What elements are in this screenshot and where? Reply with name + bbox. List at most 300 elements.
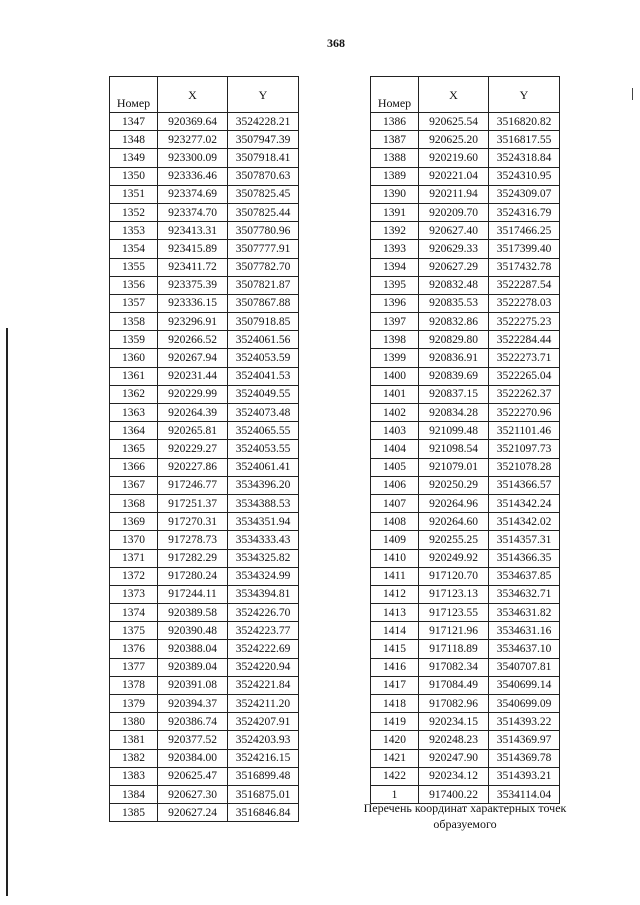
table-row — [371, 567, 560, 585]
cell-y: 3507918.41 — [228, 149, 299, 167]
cell-number: 1380 — [110, 713, 158, 731]
table-row — [371, 476, 560, 494]
cell-x: 920839.69 — [419, 367, 489, 385]
cell-y: 3516820.82 — [489, 113, 560, 131]
table-row — [371, 313, 560, 331]
cell-x: 917270.31 — [158, 513, 228, 531]
cell-number: 1351 — [110, 185, 158, 203]
cell-x: 923374.69 — [158, 185, 228, 203]
header-number: Номер — [371, 77, 419, 113]
cell-x: 920627.40 — [419, 222, 489, 240]
cell-x: 917123.13 — [419, 585, 489, 603]
cell-number: 1348 — [110, 131, 158, 149]
cell-y: 3524053.55 — [228, 440, 299, 458]
cell-x: 920229.99 — [158, 385, 228, 403]
cell-x: 920209.70 — [419, 203, 489, 221]
cell-number: 1407 — [371, 494, 419, 512]
table-row — [371, 367, 560, 385]
scan-margin-line — [6, 328, 8, 896]
cell-number: 1398 — [371, 331, 419, 349]
cell-y: 3507821.87 — [228, 276, 299, 294]
cell-y: 3516875.01 — [228, 785, 299, 803]
table-row — [371, 549, 560, 567]
cell-x: 923277.02 — [158, 131, 228, 149]
table-row — [371, 440, 560, 458]
table-row — [371, 185, 560, 203]
cell-y: 3534325.82 — [228, 549, 299, 567]
table-row — [110, 131, 299, 149]
table-row — [371, 513, 560, 531]
cell-y: 3517399.40 — [489, 240, 560, 258]
table-row — [371, 458, 560, 476]
table-row — [110, 640, 299, 658]
table-row — [110, 313, 299, 331]
cell-y: 3514342.24 — [489, 494, 560, 512]
cell-x: 920221.04 — [419, 167, 489, 185]
cell-number: 1414 — [371, 622, 419, 640]
cell-x: 920837.15 — [419, 385, 489, 403]
table-row — [110, 258, 299, 276]
table-row — [371, 658, 560, 676]
cell-number: 1354 — [110, 240, 158, 258]
cell-y: 3524216.15 — [228, 749, 299, 767]
cell-x: 920625.54 — [419, 113, 489, 131]
table-row — [110, 604, 299, 622]
header-x: X — [419, 77, 489, 113]
cell-number: 1381 — [110, 731, 158, 749]
cell-number: 1408 — [371, 513, 419, 531]
table-row — [110, 222, 299, 240]
cell-number: 1389 — [371, 167, 419, 185]
cell-y: 3524222.69 — [228, 640, 299, 658]
cell-y: 3514342.02 — [489, 513, 560, 531]
cell-y: 3507777.91 — [228, 240, 299, 258]
table-row — [110, 785, 299, 803]
table-row — [371, 222, 560, 240]
cell-x: 920832.86 — [419, 313, 489, 331]
cell-number: 1359 — [110, 331, 158, 349]
table-row — [371, 294, 560, 312]
cell-y: 3524203.93 — [228, 731, 299, 749]
cell-y: 3516817.55 — [489, 131, 560, 149]
cell-y: 3540707.81 — [489, 658, 560, 676]
cell-number: 1421 — [371, 749, 419, 767]
cell-number: 1393 — [371, 240, 419, 258]
cell-y: 3524220.94 — [228, 658, 299, 676]
table-row — [371, 494, 560, 512]
cell-number: 1384 — [110, 785, 158, 803]
table-row — [110, 476, 299, 494]
table-row — [110, 185, 299, 203]
table-row — [110, 349, 299, 367]
cell-x: 920247.90 — [419, 749, 489, 767]
cell-y: 3522275.23 — [489, 313, 560, 331]
cell-x: 920231.44 — [158, 367, 228, 385]
cell-y: 3524053.59 — [228, 349, 299, 367]
cell-y: 3522265.04 — [489, 367, 560, 385]
cell-x: 923411.72 — [158, 258, 228, 276]
table-row — [371, 422, 560, 440]
cell-y: 3507825.45 — [228, 185, 299, 203]
cell-y: 3521101.46 — [489, 422, 560, 440]
table-row — [371, 695, 560, 713]
cell-number: 1377 — [110, 658, 158, 676]
cell-number: 1394 — [371, 258, 419, 276]
cell-number: 1363 — [110, 404, 158, 422]
cell-x: 917246.77 — [158, 476, 228, 494]
table-row — [371, 749, 560, 767]
cell-number: 1349 — [110, 149, 158, 167]
caption-line-1: Перечень координат характерных точек — [363, 801, 567, 815]
table-row — [110, 422, 299, 440]
cell-number: 1418 — [371, 695, 419, 713]
cell-y: 3534632.71 — [489, 585, 560, 603]
cell-y: 3522273.71 — [489, 349, 560, 367]
coordinates-table-right — [370, 76, 560, 804]
table-row — [110, 404, 299, 422]
cell-x: 920248.23 — [419, 731, 489, 749]
table-row — [371, 167, 560, 185]
cell-y: 3514366.57 — [489, 476, 560, 494]
cell-number: 1 — [371, 785, 419, 803]
table-row — [110, 749, 299, 767]
table-row — [371, 604, 560, 622]
table-row — [371, 131, 560, 149]
cell-y: 3524211.20 — [228, 695, 299, 713]
cell-number: 1361 — [110, 367, 158, 385]
cell-x: 923375.39 — [158, 276, 228, 294]
cell-y: 3534637.85 — [489, 567, 560, 585]
cell-number: 1353 — [110, 222, 158, 240]
cell-y: 3524049.55 — [228, 385, 299, 403]
cell-number: 1385 — [110, 804, 158, 822]
cell-number: 1347 — [110, 113, 158, 131]
cell-x: 920234.12 — [419, 767, 489, 785]
cell-x: 917082.96 — [419, 695, 489, 713]
cell-y: 3514369.78 — [489, 749, 560, 767]
cell-y: 3524309.07 — [489, 185, 560, 203]
cell-y: 3522287.54 — [489, 276, 560, 294]
caption — [345, 800, 585, 832]
cell-number: 1404 — [371, 440, 419, 458]
cell-number: 1422 — [371, 767, 419, 785]
cell-y: 3534631.16 — [489, 622, 560, 640]
cell-y: 3514357.31 — [489, 531, 560, 549]
cell-number: 1355 — [110, 258, 158, 276]
cell-x: 920229.27 — [158, 440, 228, 458]
table-row — [371, 258, 560, 276]
cell-number: 1357 — [110, 294, 158, 312]
cell-x: 920369.64 — [158, 113, 228, 131]
cell-x: 917082.34 — [419, 658, 489, 676]
table-row — [110, 695, 299, 713]
table-row — [371, 531, 560, 549]
cell-y: 3522278.03 — [489, 294, 560, 312]
table-row — [371, 713, 560, 731]
cell-number: 1376 — [110, 640, 158, 658]
cell-number: 1396 — [371, 294, 419, 312]
cell-x: 920267.94 — [158, 349, 228, 367]
cell-y: 3524061.41 — [228, 458, 299, 476]
cell-x: 923336.15 — [158, 294, 228, 312]
cell-number: 1375 — [110, 622, 158, 640]
cell-x: 920265.81 — [158, 422, 228, 440]
cell-x: 923336.46 — [158, 167, 228, 185]
table-row — [371, 349, 560, 367]
cell-number: 1402 — [371, 404, 419, 422]
cell-number: 1370 — [110, 531, 158, 549]
cell-x: 920384.00 — [158, 749, 228, 767]
cell-x: 923413.31 — [158, 222, 228, 240]
table-row — [371, 585, 560, 603]
cell-x: 920264.60 — [419, 513, 489, 531]
cell-x: 923374.70 — [158, 203, 228, 221]
cell-number: 1352 — [110, 203, 158, 221]
cell-y: 3522284.44 — [489, 331, 560, 349]
cell-x: 920249.92 — [419, 549, 489, 567]
cell-number: 1399 — [371, 349, 419, 367]
cell-x: 917282.29 — [158, 549, 228, 567]
cell-y: 3507867.88 — [228, 294, 299, 312]
cell-number: 1401 — [371, 385, 419, 403]
cell-y: 3521097.73 — [489, 440, 560, 458]
cell-number: 1350 — [110, 167, 158, 185]
table-row — [371, 622, 560, 640]
table-row — [110, 585, 299, 603]
cell-number: 1383 — [110, 767, 158, 785]
cell-x: 921099.48 — [419, 422, 489, 440]
table-row — [110, 149, 299, 167]
cell-x: 917084.49 — [419, 676, 489, 694]
cell-number: 1367 — [110, 476, 158, 494]
cell-x: 921098.54 — [419, 440, 489, 458]
cell-y: 3507780.96 — [228, 222, 299, 240]
cell-number: 1395 — [371, 276, 419, 294]
cell-x: 917400.22 — [419, 785, 489, 803]
cell-number: 1406 — [371, 476, 419, 494]
cell-number: 1366 — [110, 458, 158, 476]
table-row — [110, 203, 299, 221]
cell-number: 1390 — [371, 185, 419, 203]
cell-x: 920389.58 — [158, 604, 228, 622]
cell-y: 3522262.37 — [489, 385, 560, 403]
cell-x: 920219.60 — [419, 149, 489, 167]
cell-x: 920829.80 — [419, 331, 489, 349]
cell-number: 1369 — [110, 513, 158, 531]
cell-x: 917123.55 — [419, 604, 489, 622]
cell-y: 3534388.53 — [228, 494, 299, 512]
cell-x: 920394.37 — [158, 695, 228, 713]
cell-number: 1374 — [110, 604, 158, 622]
table-row — [110, 294, 299, 312]
cell-y: 3514369.97 — [489, 731, 560, 749]
cell-x: 920836.91 — [419, 349, 489, 367]
cell-y: 3517466.25 — [489, 222, 560, 240]
cell-number: 1371 — [110, 549, 158, 567]
table-row — [110, 531, 299, 549]
cell-y: 3524223.77 — [228, 622, 299, 640]
cell-y: 3534114.04 — [489, 785, 560, 803]
table-row — [110, 331, 299, 349]
cell-number: 1412 — [371, 585, 419, 603]
cell-x: 921079.01 — [419, 458, 489, 476]
cell-x: 923300.09 — [158, 149, 228, 167]
table-row — [371, 640, 560, 658]
cell-y: 3524318.84 — [489, 149, 560, 167]
header-y: Y — [489, 77, 560, 113]
cell-number: 1379 — [110, 695, 158, 713]
cell-number: 1382 — [110, 749, 158, 767]
cell-x: 920627.30 — [158, 785, 228, 803]
cell-y: 3524061.56 — [228, 331, 299, 349]
table-row — [371, 276, 560, 294]
cell-number: 1392 — [371, 222, 419, 240]
table-row — [110, 513, 299, 531]
cell-y: 3534631.82 — [489, 604, 560, 622]
cell-number: 1360 — [110, 349, 158, 367]
cell-y: 3507947.39 — [228, 131, 299, 149]
cell-x: 917244.11 — [158, 585, 228, 603]
cell-x: 920264.39 — [158, 404, 228, 422]
cell-y: 3524310.95 — [489, 167, 560, 185]
cell-x: 920627.29 — [419, 258, 489, 276]
cell-number: 1413 — [371, 604, 419, 622]
cell-x: 917278.73 — [158, 531, 228, 549]
cell-y: 3514393.21 — [489, 767, 560, 785]
header-number: Номер — [110, 77, 158, 113]
table-row — [110, 804, 299, 822]
cell-number: 1358 — [110, 313, 158, 331]
cell-y: 3516899.48 — [228, 767, 299, 785]
cell-number: 1416 — [371, 658, 419, 676]
cell-y: 3524065.55 — [228, 422, 299, 440]
cell-y: 3524221.84 — [228, 676, 299, 694]
table-row — [110, 567, 299, 585]
cell-y: 3521078.28 — [489, 458, 560, 476]
cell-x: 917251.37 — [158, 494, 228, 512]
cell-number: 1403 — [371, 422, 419, 440]
cell-x: 923415.89 — [158, 240, 228, 258]
cell-y: 3534394.81 — [228, 585, 299, 603]
table-row — [110, 113, 299, 131]
cell-number: 1368 — [110, 494, 158, 512]
cell-number: 1415 — [371, 640, 419, 658]
table-row — [371, 385, 560, 403]
cell-x: 920391.08 — [158, 676, 228, 694]
table-row — [110, 367, 299, 385]
table-row — [371, 767, 560, 785]
cell-number: 1373 — [110, 585, 158, 603]
cell-number: 1378 — [110, 676, 158, 694]
cell-x: 920266.52 — [158, 331, 228, 349]
cell-y: 3534351.94 — [228, 513, 299, 531]
table-row — [110, 276, 299, 294]
cell-y: 3524316.79 — [489, 203, 560, 221]
table-row — [371, 149, 560, 167]
cell-number: 1362 — [110, 385, 158, 403]
cell-number: 1391 — [371, 203, 419, 221]
cell-y: 3524226.70 — [228, 604, 299, 622]
cell-x: 917120.70 — [419, 567, 489, 585]
coordinates-table-left — [109, 76, 299, 822]
cell-y: 3507825.44 — [228, 203, 299, 221]
cell-x: 917121.96 — [419, 622, 489, 640]
cell-y: 3534333.43 — [228, 531, 299, 549]
cell-x: 920627.24 — [158, 804, 228, 822]
cell-x: 920832.48 — [419, 276, 489, 294]
table-row — [110, 676, 299, 694]
cell-y: 3534396.20 — [228, 476, 299, 494]
table-row — [110, 385, 299, 403]
cell-x: 920388.04 — [158, 640, 228, 658]
caption-line-2: образуемого — [433, 817, 497, 831]
cell-x: 920835.53 — [419, 294, 489, 312]
cell-x: 920234.15 — [419, 713, 489, 731]
cell-number: 1364 — [110, 422, 158, 440]
cell-y: 3514393.22 — [489, 713, 560, 731]
cell-x: 920377.52 — [158, 731, 228, 749]
table-row — [371, 240, 560, 258]
cell-number: 1365 — [110, 440, 158, 458]
table-row — [110, 549, 299, 567]
cell-y: 3524228.21 — [228, 113, 299, 131]
cell-x: 920629.33 — [419, 240, 489, 258]
cell-x: 920389.04 — [158, 658, 228, 676]
cell-number: 1420 — [371, 731, 419, 749]
cell-x: 920386.74 — [158, 713, 228, 731]
cell-number: 1405 — [371, 458, 419, 476]
table-row — [110, 658, 299, 676]
cell-number: 1419 — [371, 713, 419, 731]
cell-y: 3507782.70 — [228, 258, 299, 276]
table-row — [110, 622, 299, 640]
cell-y: 3522270.96 — [489, 404, 560, 422]
table-row — [371, 731, 560, 749]
table-row — [110, 440, 299, 458]
cell-y: 3524207.91 — [228, 713, 299, 731]
cell-y: 3524073.48 — [228, 404, 299, 422]
cell-y: 3524041.53 — [228, 367, 299, 385]
cell-x: 920227.86 — [158, 458, 228, 476]
cell-y: 3540699.14 — [489, 676, 560, 694]
table-row — [110, 494, 299, 512]
table-row — [371, 676, 560, 694]
cell-y: 3507870.63 — [228, 167, 299, 185]
table-row — [371, 404, 560, 422]
cell-x: 920390.48 — [158, 622, 228, 640]
cell-number: 1397 — [371, 313, 419, 331]
cell-number: 1400 — [371, 367, 419, 385]
cell-x: 920211.94 — [419, 185, 489, 203]
cell-number: 1386 — [371, 113, 419, 131]
cell-y: 3514366.35 — [489, 549, 560, 567]
cell-y: 3507918.85 — [228, 313, 299, 331]
cell-number: 1409 — [371, 531, 419, 549]
cell-y: 3540699.09 — [489, 695, 560, 713]
table-row — [110, 731, 299, 749]
table-row — [371, 113, 560, 131]
cell-x: 920250.29 — [419, 476, 489, 494]
cell-x: 917280.24 — [158, 567, 228, 585]
cell-number: 1417 — [371, 676, 419, 694]
cell-y: 3534324.99 — [228, 567, 299, 585]
header-x: X — [158, 77, 228, 113]
cell-x: 920625.20 — [419, 131, 489, 149]
cell-y: 3534637.10 — [489, 640, 560, 658]
cell-number: 1387 — [371, 131, 419, 149]
page-number: 368 — [327, 36, 345, 50]
scan-margin-mark — [632, 88, 633, 100]
